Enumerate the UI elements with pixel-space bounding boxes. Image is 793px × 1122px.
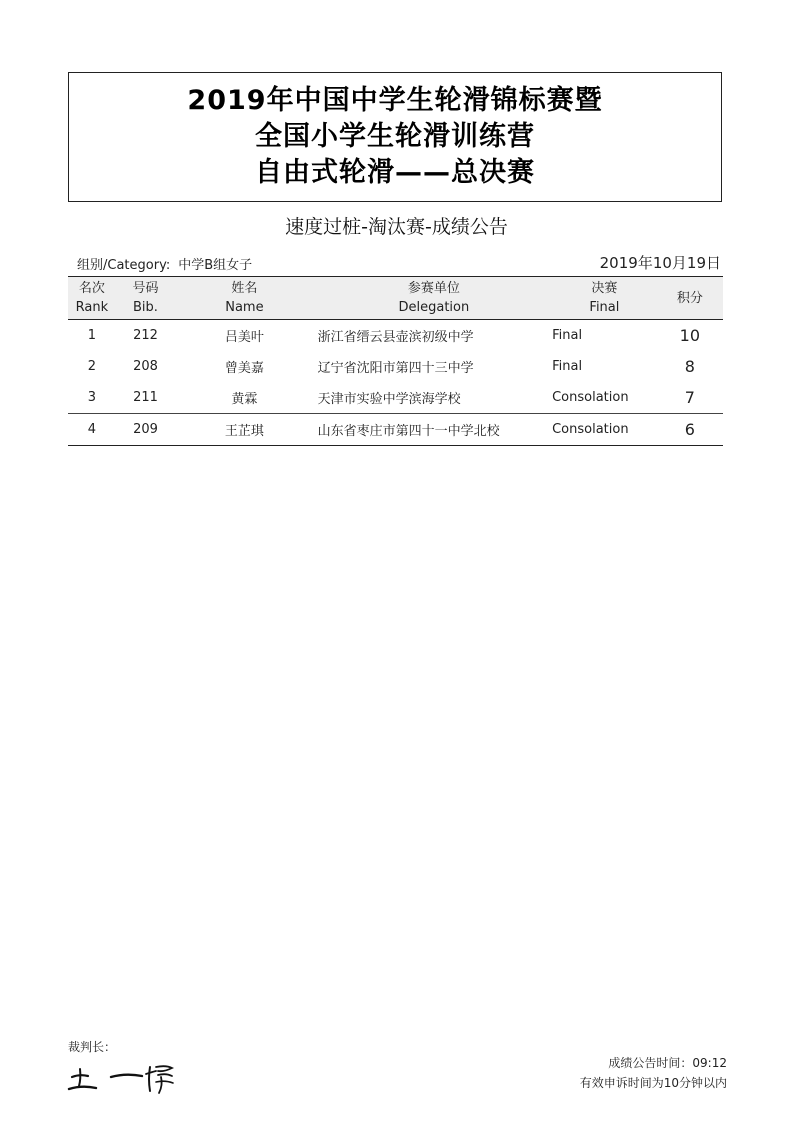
cell-points: 7 [684, 388, 695, 407]
title-line-2: 全国小学生轮滑训练营 [255, 121, 535, 152]
appeal-note: 有效申诉时间为10分钟以内 [579, 1076, 727, 1090]
title-box [68, 72, 722, 202]
cell-bib: 208 [133, 359, 158, 374]
category-info [77, 254, 252, 273]
cell-rank: 4 [87, 422, 97, 437]
cell-rank: 1 [87, 328, 97, 343]
col-delegation-en: Delegation [398, 300, 470, 315]
col-name-en: Name [225, 300, 264, 315]
cell-bib: 209 [133, 422, 158, 437]
col-bib-en: Bib. [133, 300, 158, 315]
cell-points: 6 [684, 420, 695, 439]
announcement-date: 2019年10月19日 [599, 254, 721, 272]
cell-delegation: 浙江省缙云县壶滨初级中学 [317, 330, 474, 345]
col-name-header [175, 277, 313, 320]
cell-rank: 2 [87, 359, 97, 374]
col-name-cn: 姓名 [231, 281, 258, 296]
page-subtitle: 速度过桩-淘汰赛-成绩公告 [285, 216, 508, 238]
cell-name: 黄霖 [231, 392, 258, 407]
cell-bib: 212 [133, 328, 158, 343]
cell-points: 10 [679, 326, 701, 345]
col-delegation-cn: 参赛单位 [407, 281, 460, 296]
col-points-header: 积分 [676, 290, 703, 306]
col-bib-cn: 号码 [132, 281, 159, 296]
cell-points: 8 [684, 357, 695, 376]
category-label: 组别/Category: [77, 258, 171, 273]
cell-bib: 211 [133, 390, 158, 405]
title-line-1: 2019年中国中学生轮滑锦标赛暨 [187, 85, 603, 116]
publish-time: 成绩公告时间：09:12 [608, 1056, 727, 1070]
title-line-3: 自由式轮滑——总决赛 [255, 157, 535, 188]
col-delegation-header [314, 277, 550, 320]
table-row [68, 320, 723, 352]
col-final-en: Final [589, 300, 620, 315]
table-row [68, 382, 723, 414]
col-final-cn: 决赛 [591, 281, 618, 296]
col-rank-cn: 名次 [78, 281, 105, 296]
table-row [68, 351, 723, 382]
referee-signature [66, 1055, 176, 1097]
category-value: 中学B组女子 [178, 258, 253, 273]
col-rank-header [68, 277, 116, 320]
results-table [68, 276, 723, 446]
cell-name: 曾美嘉 [224, 361, 264, 376]
cell-delegation: 山东省枣庄市第四十一中学北校 [317, 424, 500, 439]
table-row [68, 414, 723, 446]
cell-final: Consolation [552, 422, 629, 437]
cell-final: Final [552, 328, 583, 343]
col-rank-en: Rank [75, 300, 109, 315]
cell-rank: 3 [87, 390, 97, 405]
col-bib-header [116, 277, 175, 320]
cell-delegation: 辽宁省沈阳市第四十三中学 [317, 361, 474, 376]
cell-delegation: 天津市实验中学滨海学校 [317, 392, 461, 407]
cell-final: Final [552, 359, 583, 374]
cell-name: 吕美叶 [224, 330, 264, 345]
table-header-row [68, 277, 723, 320]
cell-final: Consolation [552, 390, 629, 405]
referee-label: 裁判长： [68, 1040, 117, 1054]
col-final-header [550, 277, 657, 320]
cell-name: 王芷琪 [224, 424, 264, 439]
